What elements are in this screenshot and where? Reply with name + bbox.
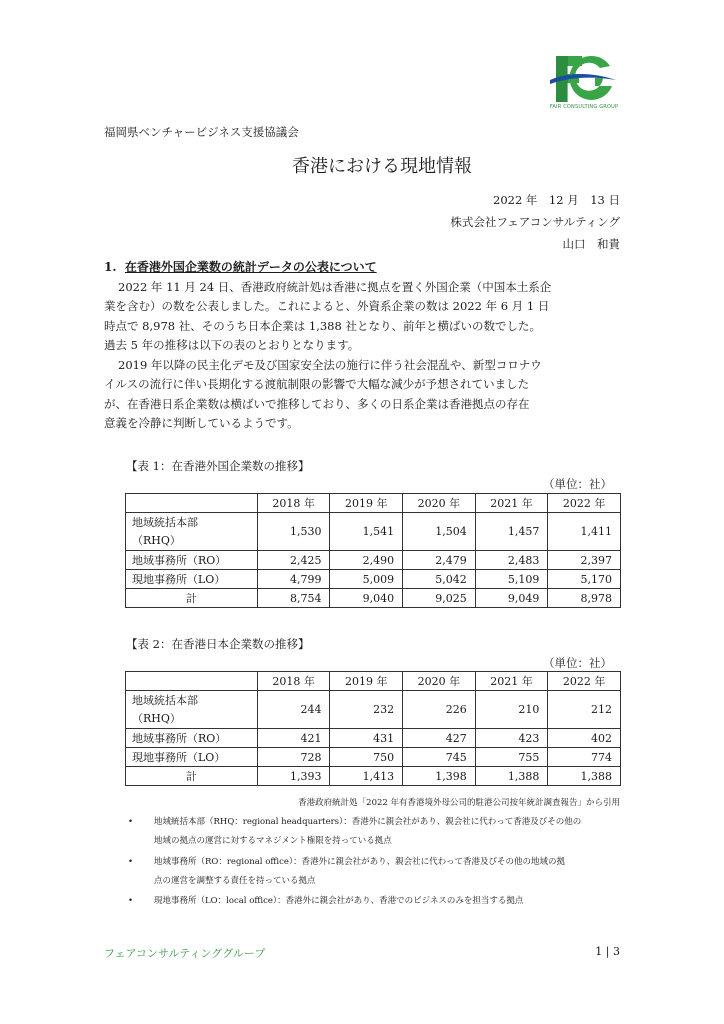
table-cell: 226: [403, 691, 476, 729]
table-cell: 212: [548, 691, 621, 729]
table-row: [126, 513, 621, 551]
paragraph-line: 過去 5 年の推移は以下の表のとおりとなります。: [104, 337, 360, 352]
table-cell: 9,040: [330, 589, 403, 608]
table-cell: 9,049: [475, 589, 548, 608]
table2-caption: 【表 2：在香港日本企業数の推移】: [126, 637, 310, 651]
paragraph-line: イルスの流行に伴い長期化する渡航制限の影響で大幅な減少が予想されていました: [104, 377, 530, 392]
table-header-cell: 2020 年: [403, 672, 476, 691]
table-cell: 423: [475, 729, 548, 748]
table2-unit: （単位：社）: [543, 656, 612, 670]
table-header-cell: 2021 年: [475, 494, 548, 513]
fair-consulting-logo-icon: [548, 50, 618, 112]
company-name: 株式会社フェアコンサルティング: [450, 215, 620, 229]
table-cell: 2,490: [330, 551, 403, 570]
row-label: 計: [126, 767, 258, 786]
table-cell: 244: [257, 691, 330, 729]
table-cell: 774: [548, 748, 621, 767]
table-cell: 9,025: [403, 589, 476, 608]
table-cell: 8,978: [548, 589, 621, 608]
table-header-cell: 2019 年: [330, 494, 403, 513]
paragraph-line: 2022 年 11 月 24 日、香港政府統計処は香港に拠点を置く外国企業（中国本土系企: [118, 280, 552, 294]
table-cell: 5,009: [330, 570, 403, 589]
paragraph-line: 業を含む）の数を公表しました。これによると、外資系企業の数は 2022 年 6 月 1 日: [104, 299, 550, 314]
section-number: 1.: [104, 260, 117, 274]
paragraph-line: が、在香港日系企業数は横ばいで推移しており、多くの日系企業は香港拠点の存在: [104, 396, 530, 411]
paragraph-line: 2019 年以降の民主化デモ及び国家安全法の施行に伴う社会混乱や、新型コロナウ: [118, 358, 542, 372]
table-cell: 1,393: [257, 767, 330, 786]
table-header-cell: 2019 年: [330, 672, 403, 691]
table-cell: 750: [330, 748, 403, 767]
table-cell: 2,425: [257, 551, 330, 570]
table2-japanese-companies: [125, 671, 621, 786]
table-cell: 1,504: [403, 513, 476, 551]
table-header-cell: 2022 年: [548, 672, 621, 691]
table-cell: 5,170: [548, 570, 621, 589]
table-cell: 210: [475, 691, 548, 729]
table-total-row: [126, 767, 621, 786]
table-cell: 427: [403, 729, 476, 748]
table1-foreign-companies: [125, 493, 621, 608]
table-cell: 2,397: [548, 551, 621, 570]
footer-brand: フェアコンサルティンググループ: [104, 947, 266, 960]
table-cell: 402: [548, 729, 621, 748]
table-cell: 1,388: [548, 767, 621, 786]
document-title: 香港における現地情報: [292, 156, 472, 177]
table-row: [126, 729, 621, 748]
table-row: [126, 570, 621, 589]
table-cell: 431: [330, 729, 403, 748]
table-cell: 421: [257, 729, 330, 748]
table-row: [126, 551, 621, 570]
note-line: 地域事務所（RO：regional office）：香港外に親会社があり、親会社に代わって香港及びその他の地域の拠: [154, 857, 566, 867]
table-cell: 1,388: [475, 767, 548, 786]
section-heading: [104, 258, 377, 275]
table-cell: 5,109: [475, 570, 548, 589]
source-citation: 香港政府統計処「2022 年有香港境外母公司的駐港公司按年統計調査報告」から引用: [298, 798, 620, 808]
row-label: 現地事務所（LO）: [126, 748, 258, 767]
note-line: 地域の拠点の運営に対するマネジメント権限を持っている拠点: [154, 836, 392, 846]
table1-unit: （単位：社）: [543, 477, 612, 491]
row-label: 地域統括本部 （RHQ）: [126, 513, 258, 551]
paragraph-1: [104, 278, 624, 355]
bullet-icon: •: [128, 896, 134, 906]
row-label: 地域統括本部 （RHQ）: [126, 691, 258, 729]
row-label: 地域事務所（RO）: [126, 551, 258, 570]
table-header-row: [126, 672, 621, 691]
note-line: 地域統括本部（RHQ：regional headquarters）：香港外に親会社があり、親会社に代わって香港及びその他の: [154, 817, 582, 827]
paragraph-line: 意義を冷静に判断しているようです。: [104, 415, 299, 430]
table-header-row: [126, 494, 621, 513]
table-header-cell: 2022 年: [548, 494, 621, 513]
table-cell: 1,457: [475, 513, 548, 551]
paragraph-line: 時点で 8,978 社、そのうち日本企業は 1,388 社となり、前年と横ばいの数でした。: [104, 318, 541, 333]
table-header-cell: [126, 494, 258, 513]
note-item-lo: [128, 892, 628, 911]
table-header-cell: 2018 年: [257, 672, 330, 691]
table-cell: 755: [475, 748, 548, 767]
table-cell: 1,411: [548, 513, 621, 551]
bullet-icon: •: [128, 817, 134, 827]
section-title: 在香港外国企業数の統計データの公表について: [124, 260, 377, 274]
table-cell: 728: [257, 748, 330, 767]
table-cell: 4,799: [257, 570, 330, 589]
table-cell: 1,541: [330, 513, 403, 551]
table-header-cell: 2020 年: [403, 494, 476, 513]
table-row: [126, 691, 621, 729]
note-item-rhq: [128, 813, 628, 851]
table-header-cell: 2021 年: [475, 672, 548, 691]
note-line: 点の運営を調整する責任を持っている拠点: [154, 876, 316, 886]
document-date: 2022 年 12 月 13 日: [493, 193, 620, 207]
author-name: 山口 和貴: [562, 237, 620, 251]
table-row: [126, 748, 621, 767]
logo-text: FAIR CONSULTING GROUP: [549, 104, 619, 110]
table-cell: 1,530: [257, 513, 330, 551]
table-cell: 1,398: [403, 767, 476, 786]
table-header-cell: [126, 672, 258, 691]
note-line: 現地事務所（LO：local office）：香港外に親会社があり、香港でのビジネスのみを担当する拠点: [154, 896, 524, 906]
bullet-icon: •: [128, 857, 134, 867]
table-total-row: [126, 589, 621, 608]
table-cell: 5,042: [403, 570, 476, 589]
table-cell: 745: [403, 748, 476, 767]
paragraph-2: [104, 356, 624, 433]
table-cell: 232: [330, 691, 403, 729]
table1-caption: 【表 1：在香港外国企業数の推移】: [126, 459, 310, 473]
row-label: 地域事務所（RO）: [126, 729, 258, 748]
table-cell: 8,754: [257, 589, 330, 608]
table-header-cell: 2018 年: [257, 494, 330, 513]
row-label: 計: [126, 589, 258, 608]
note-item-ro: [128, 853, 628, 891]
organization-name: 福岡県ベンチャービジネス支援協議会: [104, 125, 299, 139]
table-cell: 2,479: [403, 551, 476, 570]
row-label: 現地事務所（LO）: [126, 570, 258, 589]
table-cell: 1,413: [330, 767, 403, 786]
page-number: 1 | 3: [595, 945, 620, 958]
table-cell: 2,483: [475, 551, 548, 570]
